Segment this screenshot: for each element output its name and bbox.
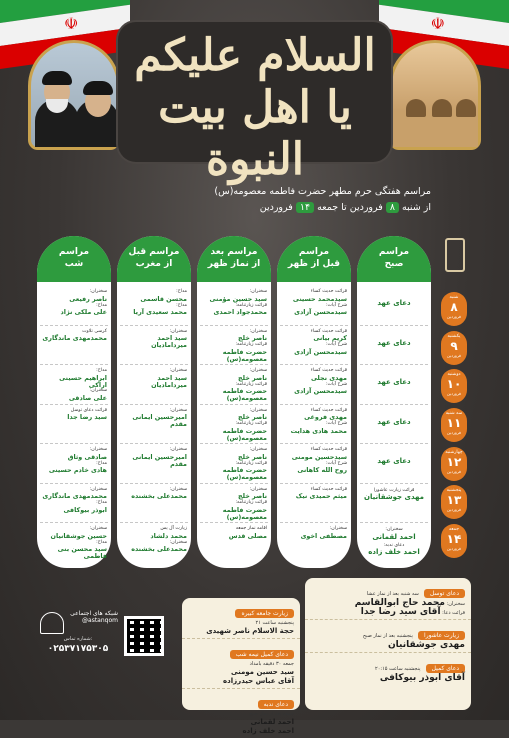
schedule-entry: سخنران: ناصر خلج قرائت زیارتنامه: حضرت فاطمه معصومه(س): [200, 484, 268, 524]
phone-label: شماره تماس:: [63, 636, 93, 642]
social-label: شبکه های اجتماعی: [70, 610, 118, 617]
schedule-entry: قرائت حدیث کساء کریم بیانی شرح آیات: سیدمحسن آزادی: [280, 326, 348, 366]
column-morning: [357, 236, 431, 568]
contact-info: [38, 610, 118, 654]
schedule-entry: سخنران: حسین جوشقانیان مداح: سید محسن بنی فاطمی: [50, 526, 107, 561]
column-header: مراسم صبح: [357, 236, 431, 282]
program-tag: زیارت عاشورا: [418, 631, 465, 640]
schedule-entry: سخنران: سید احمد میرداماديان: [120, 365, 188, 405]
schedule-entry: قرائت دعای توسل سید رضا جدا: [40, 405, 108, 445]
program-tag: زیارت جامعه کبیره: [235, 609, 294, 618]
social-handle[interactable]: @astanqom: [82, 617, 118, 624]
schedule-entry: سخنران: ناصر خلج قرائت زیارتنامه: حضرت فاطمه معصومه(س): [200, 365, 268, 405]
schedule-entry: قرائت حدیث کساء مهدی فروغی شرح آیات: محمد هادی هدایت: [280, 405, 348, 445]
schedule-entry: دعای عهد: [360, 405, 428, 445]
program-tag: دعای کمیل نیمه شب: [230, 650, 294, 659]
schedule-entry: سخنران: امیرحسین ایمانی مقدم: [120, 444, 188, 484]
schedule-entry: سخنران: مصطفی اخوی: [300, 526, 347, 540]
schedule-entry: مداح: ابراهیم حسینی اراکی سخنران: علی صادقی: [40, 365, 108, 405]
schedule-entry: سخنران: ناصر خلج قرائت زیارتنامه: حضرت فاطمه معصومه(س): [200, 326, 268, 366]
schedule-entry: سخنران: سید حسین مؤمنی قرائت زیارتنامه: محمدجواد احمدی: [200, 286, 268, 326]
qr-code: [124, 616, 164, 656]
schedule-entry: زیارت آل یس محمد دلشاد سخنران: محمدعلی بخشنده: [131, 526, 187, 554]
schedule-entry: قرائت زیارت عاشورا مهدی جوشقانیان: [360, 484, 428, 524]
leaders-portrait: [28, 40, 120, 150]
program-tag: دعای کمیل: [426, 664, 465, 673]
schedule-entry: دعای عهد: [360, 286, 428, 326]
schedule-entry: سخنران: صادقی وثاق مداح: هادی خادم حسینی: [40, 444, 108, 484]
day-marker: پنجشنبه ۱۳ فروردین: [441, 485, 467, 519]
subtitle-line-1: مراسم هفتگی حرم مطهر حضرت فاطمه معصومه(س): [214, 186, 431, 197]
shrine-logo: [445, 238, 465, 272]
schedule-entry: مداح: محسن قاسمی مداح: محمد سعیدی آریا: [120, 286, 188, 326]
program-tag: دعای ندبه: [258, 700, 294, 709]
schedule-entry: اقامه نماز جمعه مصلی قدس: [228, 526, 267, 540]
schedule-entry: سخنران: امیرحسین ایمانی مقدم: [120, 405, 188, 445]
day-marker: چهارشنبه ۱۲ فروردین: [441, 447, 467, 481]
schedule-entry: قرائت حدیث کساء سیدمحمد حسینی شرح آیات: سیدمحسن آزادی: [280, 286, 348, 326]
schedule-entry: قرائت حدیث کساء مهدی نجلی شرح آیات: سیدمحسن آزادی: [280, 365, 348, 405]
column-before-maghrib: [117, 236, 191, 568]
column-header: مراسم قبل از ظهر: [277, 236, 351, 282]
column-night: [37, 236, 111, 568]
day-marker: یکشنبه ۹ فروردین: [441, 331, 467, 365]
day-marker: جمعه ۱۴ فروردین: [441, 524, 467, 558]
schedule-entry: دعای عهد: [360, 365, 428, 405]
schedule-entry: سخنران: محمدمهدی ماندگاری مداح: ابوذر بیوکافی: [40, 484, 108, 524]
column-header: مراسم شب: [37, 236, 111, 282]
schedule-entry: سخنران: ناصر خلج قرائت زیارتنامه: حضرت فاطمه معصومه(س): [200, 444, 268, 484]
schedule-entry: قرائت حدیث کساء سیدحسین مومنی شرح آیات: روح الله کاهانی: [280, 444, 348, 484]
schedule-entry: سخنران: احمد لقمانی دعای ندبه: احمد خلف زاده: [368, 527, 420, 557]
schedule-entry: قرائت حدیث کساء میثم حمیدی نیک: [280, 484, 348, 524]
day-markers: [441, 292, 471, 563]
day-marker: دوشنبه ۱۰ فروردین: [441, 369, 467, 403]
schedule-entry: سخنران: ناصر خلج قرائت زیارتنامه: حضرت فاطمه معصومه(س): [200, 405, 268, 445]
friday-programs-panel: زیارت جامعه کبیره پنجشنبه ساعت ۲۱ حجة الاسلام ناصر شهیدی دعای کمیل نیمه شب جمعه ۳۰ دقیقه بامداد سید حسین مومنی آقای عباس حیدرزاده دعای ندبه جمعه بعد از نماز صبح احمد لقمانی احمد خلف زاده: [182, 598, 300, 710]
column-header: مراسم قبل از مغرب: [117, 236, 191, 282]
schedule-entry: سخنران: سید احمد میرداماديان: [120, 326, 188, 366]
page-title: السلام علیکم یا اهل بیت النبوة: [134, 30, 376, 185]
schedule-entry: سخنران: ناصر رفیعی مداح: علی ملکی نژاد: [40, 286, 108, 326]
emblem-icon: ☫: [64, 14, 79, 33]
column-after-noon-prayer: [197, 236, 271, 568]
phone-number[interactable]: ۰۲۵۳۷۱۷۵۳۰۵: [47, 644, 109, 654]
emblem-icon: ☫: [430, 14, 445, 33]
shrine-landscape: [389, 40, 481, 150]
column-before-noon: [277, 236, 351, 568]
day-marker: شنبه ۸ فروردین: [441, 292, 467, 326]
subtitle-line-2: از شنبه ۸ فروردین تا جمعه ۱۴ فروردین: [259, 202, 431, 213]
schedule-entry: کرسی تلاوت محمدمهدی ماندگاری: [40, 326, 108, 366]
weekly-programs-panel: دعای توسل سه شنبه بعد از نماز عشا سخنران: محمد حاج ابوالقاسم قرائت دعا: آقای سید رضا جدا زیارت عاشورا پنجشنبه بعد از نماز صبح مهدی جوشقانیان دعای کمیل پنجشنبه ساعت ۲۰:۱۵ آقای ابوذر بیوکافی: [305, 578, 471, 710]
column-header: مراسم بعد از نماز ظهر: [197, 236, 271, 282]
day-marker: سه شنبه ۱۱ فروردین: [441, 408, 467, 442]
program-tag: دعای توسل: [424, 589, 465, 598]
schedule-entry: دعای عهد: [360, 326, 428, 366]
schedule-entry: سخنران: محمدعلی بخشنده: [120, 484, 188, 524]
schedule-entry: دعای عهد: [360, 444, 428, 484]
